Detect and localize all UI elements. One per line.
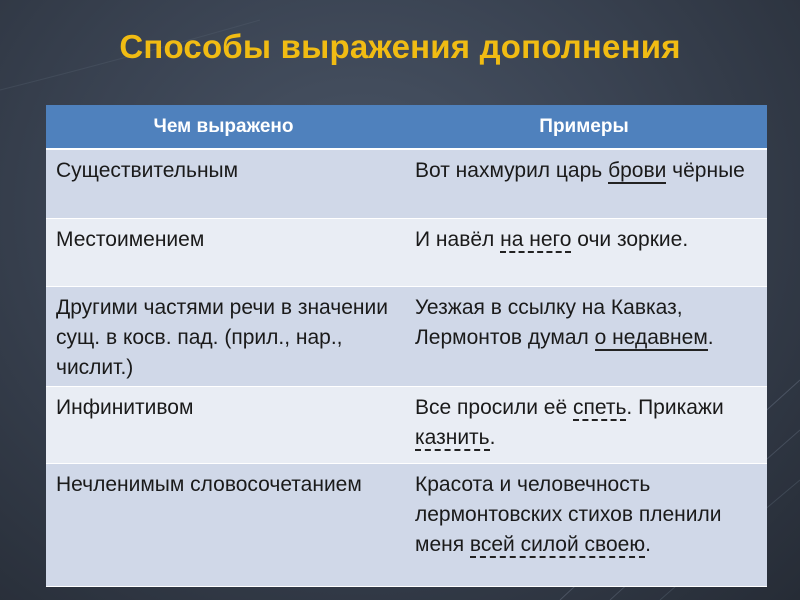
object-word: казнить <box>415 426 490 449</box>
table-row <box>46 387 767 464</box>
table-header-row <box>46 105 767 149</box>
example-text: И навёл <box>415 228 501 251</box>
table-row <box>46 464 767 587</box>
means-cell: Инфинитивом <box>46 387 401 464</box>
example-cell <box>401 287 767 387</box>
object-word: брови <box>608 159 667 182</box>
example-text: . <box>707 326 714 349</box>
table-row <box>46 149 767 219</box>
example-cell <box>401 464 767 587</box>
header-examples: Примеры <box>401 105 767 149</box>
example-text: чёрные <box>666 159 745 182</box>
table-row <box>46 287 767 387</box>
header-means: Чем выражено <box>46 105 401 149</box>
slide-title: Способы выражения дополнения <box>119 28 681 65</box>
example-text: Вот нахмурил царь <box>415 159 609 182</box>
example-text: очи зоркие. <box>571 228 689 251</box>
means-cell: Другими частями речи в значении сущ. в косв. пад. (прил., нар., числит.) <box>46 287 401 387</box>
example-text: . <box>489 426 496 449</box>
example-cell <box>401 149 767 219</box>
example-cell <box>401 387 767 464</box>
object-word: спеть <box>573 396 627 419</box>
means-cell: Местоимением <box>46 219 401 287</box>
example-text: . <box>645 533 651 556</box>
example-text: Красота и человечность лермонтовских стихов пленили меня <box>415 473 722 556</box>
table-row <box>46 219 767 287</box>
example-text: Уезжая в ссылку на Кавказ, Лермонтов думал <box>415 296 683 349</box>
means-cell: Нечленимым словосочетанием <box>46 464 401 587</box>
example-cell <box>401 219 767 287</box>
object-word: о недавнем <box>594 326 708 349</box>
example-text: . Прикажи <box>626 396 724 419</box>
object-word: на него <box>500 228 572 251</box>
means-cell: Существительным <box>46 149 401 219</box>
expressions-table <box>46 105 767 585</box>
example-text: Все просили её <box>415 396 573 419</box>
object-word: всей силой своею <box>469 533 646 556</box>
